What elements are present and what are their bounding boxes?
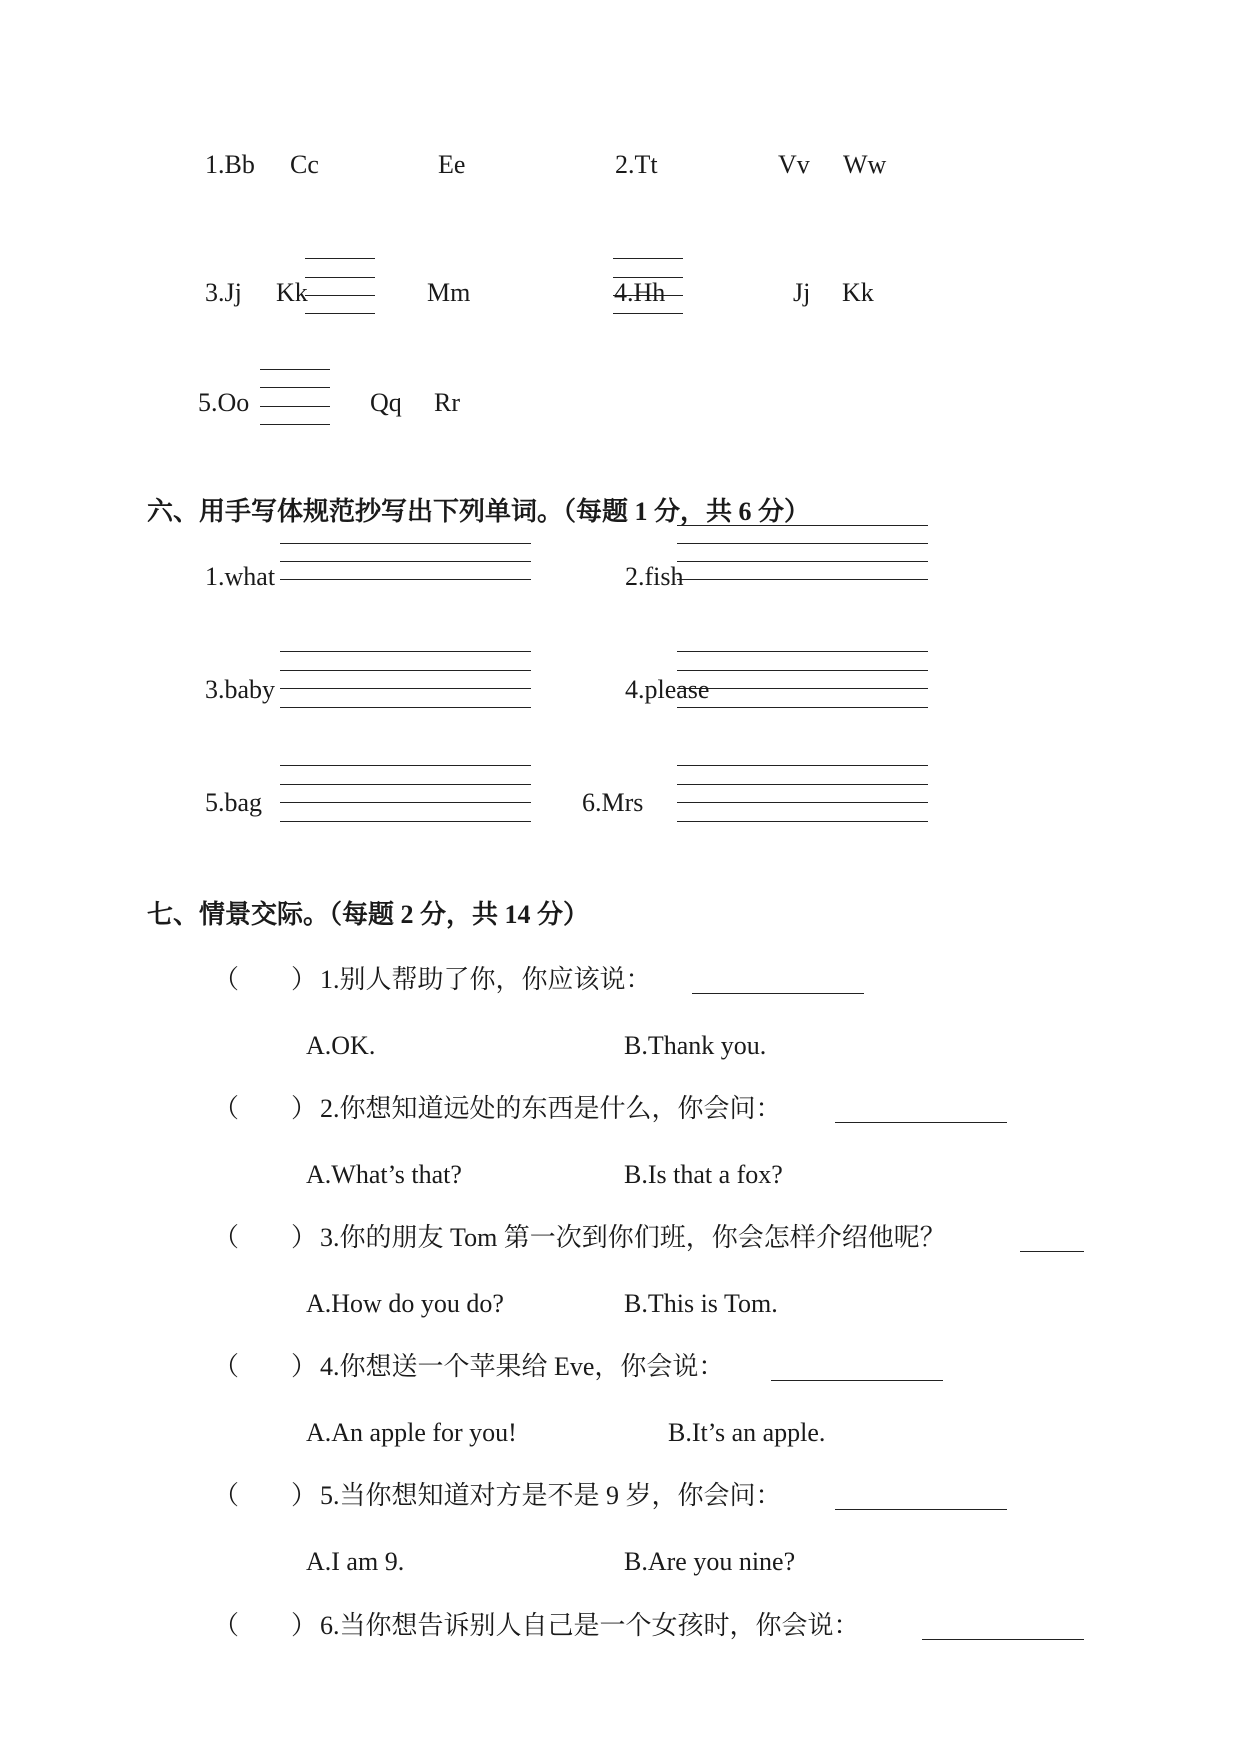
question-3-option-a: A.How do you do? — [306, 1289, 504, 1318]
answer-paren-2[interactable]: （ ） — [213, 1094, 318, 1123]
answer-paren-4[interactable]: （ ） — [213, 1352, 318, 1381]
letter-5-qq: Qq — [370, 388, 402, 417]
letter-2-tt: 2.Tt — [615, 150, 658, 179]
question-2-option-a: A.What’s that? — [306, 1160, 462, 1189]
question-5-option-a: A.I am 9. — [306, 1547, 405, 1576]
letter-1-ee: Ee — [438, 150, 466, 179]
question-2-text: 2.你想知道远处的东西是什么，你会问： — [320, 1094, 782, 1123]
letter-2-ww: Ww — [843, 150, 887, 179]
answer-line-1[interactable] — [692, 993, 864, 994]
answer-paren-3[interactable]: （ ） — [213, 1223, 318, 1252]
letter-3-jj: 3.Jj — [205, 278, 242, 307]
question-3-text: 3.你的朋友 Tom 第一次到你们班，你会怎样介绍他呢？ — [320, 1223, 946, 1252]
letter-3-mm: Mm — [427, 278, 471, 307]
letter-3-kk: Kk — [276, 278, 308, 307]
answer-line-4[interactable] — [771, 1380, 943, 1381]
question-5-option-b: B.Are you nine? — [624, 1547, 796, 1576]
letter-4-kk: Kk — [842, 278, 874, 307]
question-3-option-b: B.This is Tom. — [624, 1289, 778, 1318]
word-baby: 3.baby — [205, 675, 276, 704]
answer-line-5[interactable] — [835, 1509, 1007, 1510]
answer-line-6[interactable] — [922, 1639, 1084, 1640]
answer-line-3[interactable] — [1020, 1251, 1084, 1252]
question-4-option-b: B.It’s an apple. — [668, 1418, 826, 1447]
question-1-option-b: B.Thank you. — [624, 1031, 767, 1060]
question-5-text: 5.当你想知道对方是不是 9 岁，你会问： — [320, 1481, 782, 1510]
letter-2-vv: Vv — [778, 150, 810, 179]
letter-4-hh: 4.Hh — [614, 278, 666, 307]
answer-paren-5[interactable]: （ ） — [213, 1481, 318, 1510]
section-7-title: 七、情景交际。（每题 2 分，共 14 分） — [147, 900, 590, 929]
question-4-text: 4.你想送一个苹果给 Eve，你会说： — [320, 1352, 725, 1381]
word-please: 4.please — [625, 675, 710, 704]
question-2-option-b: B.Is that a fox? — [624, 1160, 783, 1189]
word-fish: 2.fish — [625, 562, 684, 591]
letter-4-jj: Jj — [793, 278, 811, 307]
word-what: 1.what — [205, 562, 276, 591]
answer-paren-1[interactable]: （ ） — [213, 965, 318, 994]
question-1-text: 1.别人帮助了你，你应该说： — [320, 965, 652, 994]
letter-1-cc: Cc — [290, 150, 319, 179]
letter-5-rr: Rr — [434, 388, 460, 417]
question-6-text: 6.当你想告诉别人自己是一个女孩时，你会说： — [320, 1611, 860, 1640]
answer-line-2[interactable] — [835, 1122, 1007, 1123]
section-6-title: 六、用手写体规范抄写出下列单词。（每题 1 分，共 6 分） — [147, 497, 811, 526]
letter-5-oo: 5.Oo — [198, 388, 250, 417]
answer-paren-6[interactable]: （ ） — [213, 1611, 318, 1640]
word-bag: 5.bag — [205, 788, 263, 817]
word-mrs: 6.Mrs — [582, 788, 644, 817]
question-1-option-a: A.OK. — [306, 1031, 376, 1060]
question-4-option-a: A.An apple for you! — [306, 1418, 517, 1447]
letter-1-bb: 1.Bb — [205, 150, 255, 179]
